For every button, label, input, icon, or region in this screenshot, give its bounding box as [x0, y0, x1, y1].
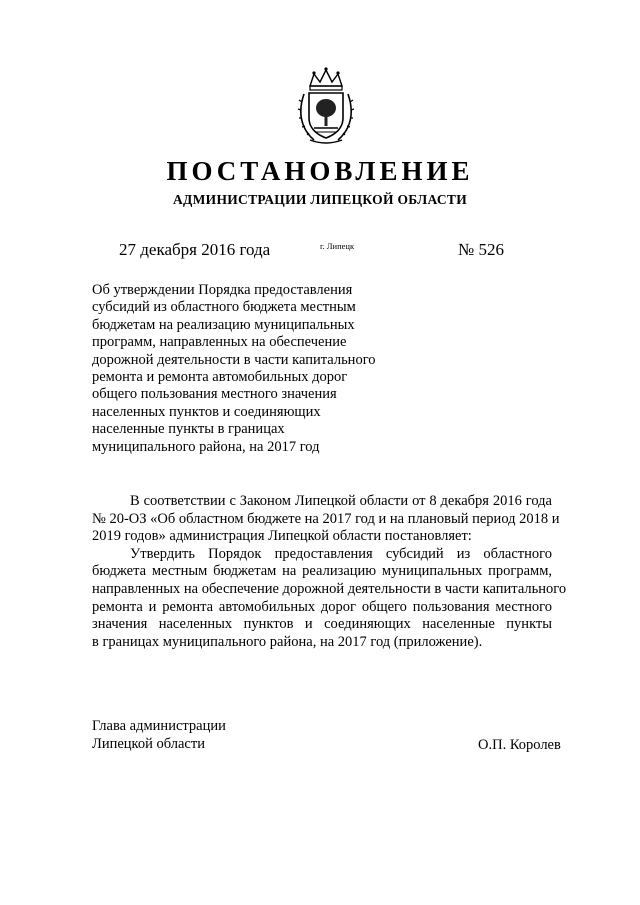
body-line: в границах муниципального района, на 2017 год (приложение). — [92, 633, 483, 650]
caption-line: ремонта и ремонта автомобильных дорог — [92, 369, 348, 386]
caption-line: дорожной деятельности в части капитального — [92, 351, 376, 368]
body-line: значения населенных пунктов и соединяющих населенные пункты — [92, 616, 552, 633]
signature-name: О.П. Королев — [478, 737, 561, 753]
coat-of-arms-emblem — [296, 66, 356, 146]
caption-line: программ, направленных на обеспечение — [92, 334, 347, 351]
caption-line: Об утверждении Порядка предоставления — [92, 282, 353, 298]
body-line: ремонта и ремонта автомобильных дорог общего пользования местного — [92, 598, 552, 615]
caption-line: общего пользования местного значения — [92, 386, 337, 403]
body-line: В соответствии с Законом Липецкой области от 8 декабря 2016 года — [130, 493, 552, 509]
document-number: № 526 — [458, 240, 504, 259]
document-city: г. Липецк — [320, 241, 355, 251]
signature-position-line: Липецкой области — [92, 735, 205, 752]
document-title: ПОСТАНОВЛЕНИЕ — [166, 156, 474, 186]
signature-position-line: Глава администрации — [92, 718, 226, 734]
body-line: бюджета местным бюджетам на реализацию муниципальных программ, — [92, 563, 552, 580]
document-body — [92, 493, 567, 651]
caption-line: муниципального района, на 2017 год — [92, 438, 320, 455]
caption-line: бюджетам на реализацию муниципальных — [92, 316, 355, 333]
body-line: направленных на обеспечение дорожной деятельности в части капитального — [92, 580, 567, 597]
caption-line: субсидий из областного бюджета местным — [92, 299, 356, 316]
document-subtitle: АДМИНИСТРАЦИИ ЛИПЕЦКОЙ ОБЛАСТИ — [172, 192, 468, 207]
body-line: № 20-ОЗ «Об областном бюджете на 2017 год и на плановый период 2018 и — [92, 510, 560, 527]
caption-line: населенные пункты в границах — [92, 421, 285, 438]
body-line: Утвердить Порядок предоставления субсидий из областного — [130, 545, 552, 562]
document-date: 27 декабря 2016 года — [119, 240, 271, 259]
caption-line: населенных пунктов и соединяющих — [92, 403, 321, 420]
body-line: 2019 годов» администрация Липецкой области постановляет: — [92, 528, 472, 545]
signature-position — [92, 718, 226, 753]
document-caption — [92, 282, 412, 456]
